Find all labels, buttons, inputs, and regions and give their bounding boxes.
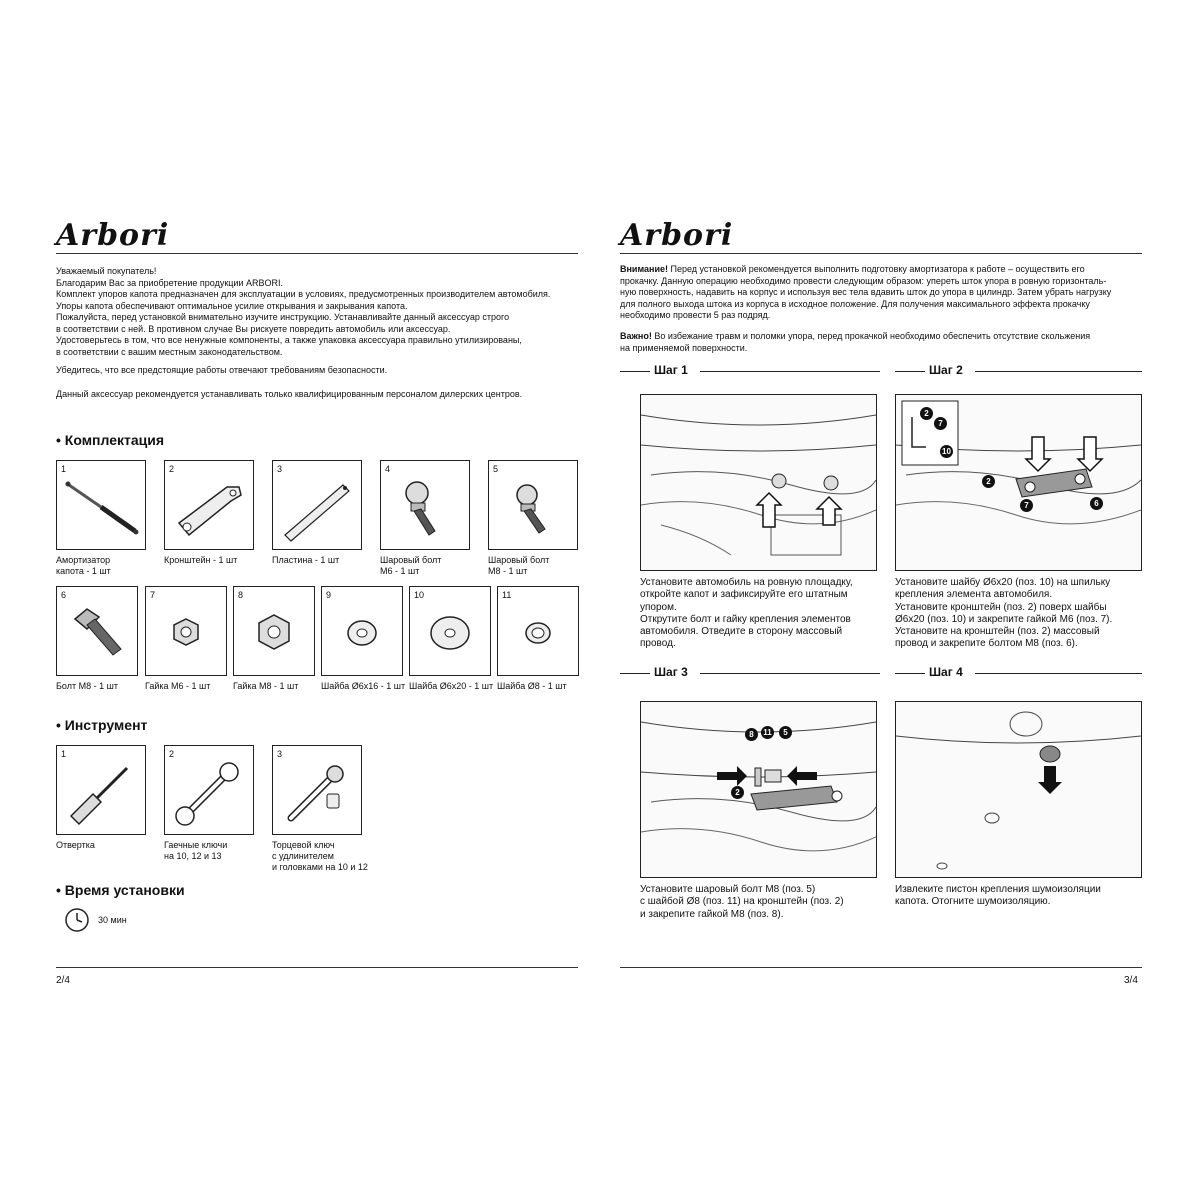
ball-bolt-m6-icon — [381, 461, 469, 549]
tool-caption: Торцевой ключ с удлинителем и головками на 10 и 12 — [272, 840, 368, 872]
kit-item-number: 10 — [414, 590, 425, 600]
washer-6x16-icon — [322, 587, 402, 675]
brand-logo: Arbori — [620, 218, 734, 253]
header-rule — [620, 253, 1142, 254]
page-number: 3/4 — [1124, 975, 1138, 986]
gas-strut-icon — [57, 461, 145, 549]
important-text: Важно! Во избежание травм и поломки упора, перед прокачкой необходимо обеспечить отсутствие скольжения на применяемой поверхности. — [620, 331, 1091, 353]
intro-line: в соответствии с вашим местным законодательством. — [56, 346, 283, 357]
tool-item-1 — [56, 745, 146, 835]
kit-item-3 — [272, 460, 362, 550]
kit-caption: Шаровый болт М8 - 1 шт — [488, 555, 550, 576]
kit-item-number: 5 — [493, 464, 499, 474]
tool-item-number: 1 — [61, 749, 67, 759]
dealer-note: Данный аксессуар рекомендуется устанавливать только квалифицированным персоналом дилерских центров. — [56, 389, 523, 399]
tool-item-3 — [272, 745, 362, 835]
position-badge: 10 — [940, 445, 953, 458]
engine-bay-drawing — [641, 395, 876, 570]
kit-caption: Шайба Ø6х16 - 1 шт — [321, 681, 406, 691]
step-3-title: Шаг 3 — [654, 665, 688, 679]
position-badge: 8 — [745, 728, 758, 741]
kit-item-8 — [233, 586, 315, 676]
kit-item-number: 6 — [61, 590, 67, 600]
position-badge: 7 — [1020, 499, 1033, 512]
intro-line: Пожалуйста, перед установкой внимательно изучите инструкцию. Устанавливайте данный аксессуар строго — [56, 312, 510, 322]
tool-caption: Отвертка — [56, 840, 95, 850]
kit-item-number: 2 — [169, 464, 175, 474]
kit-item-9 — [321, 586, 403, 676]
kit-item-2 — [164, 460, 254, 550]
step-1-illustration — [640, 394, 877, 571]
intro-line: Уважаемый покупатель! — [56, 266, 157, 276]
warning-text: Внимание! Перед установкой рекомендуется выполнить подготовку амортизатора к работе – осуществить его прокачку. Данную операцию необходимо провести следующим образом: упереть шток упора в ровную горизонталь- ную поверхность, надавить на корпус и используя вес тела вдавить шток до упора в цилиндр. Затем убрать нагрузку для полного выхода штока из корпуса в исходное положение. Для получения максимального эффекта прокачку необходимо провести 5 раз подряд. — [620, 264, 1112, 320]
step-4-title: Шаг 4 — [929, 665, 963, 679]
wrench-icon — [165, 746, 253, 834]
kit-item-4 — [380, 460, 470, 550]
tool-caption: Гаечные ключи на 10, 12 и 13 — [164, 840, 228, 861]
step-2-title: Шаг 2 — [929, 363, 963, 377]
intro-text — [56, 266, 586, 358]
kit-caption: Амортизатор капота - 1 шт — [56, 555, 111, 576]
kit-item-10 — [409, 586, 491, 676]
socket-wrench-icon — [273, 746, 361, 834]
kit-item-number: 4 — [385, 464, 391, 474]
step-3-illustration — [640, 701, 877, 878]
intro-line: Благодарим Вас за приобретение продукции ARBORI. — [56, 277, 283, 288]
footer-rule — [620, 967, 1142, 968]
intro-line: Комплект упоров капота предназначен для эксплуатации в условиях, предусмотренных производителем автомобиля. — [56, 289, 551, 299]
engine-bay-drawing — [641, 702, 876, 877]
kit-caption: Пластина - 1 шт — [272, 555, 340, 565]
kit-caption: Болт М8 - 1 шт — [56, 681, 118, 691]
kit-item-7 — [145, 586, 227, 676]
step-1-title: Шаг 1 — [654, 363, 688, 377]
washer-8-icon — [498, 587, 578, 675]
step-4-caption: Извлеките пистон крепления шумоизоляции капота. Отогните шумоизоляцию. — [895, 884, 1101, 908]
screwdriver-icon — [57, 746, 145, 834]
position-badge: 5 — [779, 726, 792, 739]
kit-caption: Шайба Ø6х20 - 1 шт — [409, 681, 494, 691]
header-rule — [56, 253, 578, 254]
kit-item-number: 8 — [238, 590, 244, 600]
kit-item-6 — [56, 586, 138, 676]
step-rule — [895, 371, 925, 372]
step-rule — [895, 673, 925, 674]
important-label: Важно! — [620, 331, 652, 341]
bolt-m8-icon — [57, 587, 137, 675]
step-3-caption: Установите шаровый болт М8 (поз. 5) с шайбой Ø8 (поз. 11) на кронштейн (поз. 2) и закрепите гайкой М8 (поз. 8). — [640, 884, 844, 920]
step-rule — [975, 673, 1142, 674]
step-4-illustration — [895, 701, 1142, 878]
kit-caption: Шаровый болт М6 - 1 шт — [380, 555, 442, 576]
plate-icon — [273, 461, 361, 549]
step-rule — [700, 371, 880, 372]
position-badge: 7 — [934, 417, 947, 430]
tool-item-number: 3 — [277, 749, 283, 759]
washer-6x20-icon — [410, 587, 490, 675]
time-title: • Время установки — [56, 882, 185, 898]
ball-bolt-m8-icon — [489, 461, 577, 549]
kit-item-number: 7 — [150, 590, 156, 600]
kit-item-11 — [497, 586, 579, 676]
tool-item-number: 2 — [169, 749, 175, 759]
kit-item-number: 11 — [502, 590, 512, 600]
right-page — [600, 0, 1200, 1200]
kit-caption: Кронштейн - 1 шт — [164, 555, 238, 565]
step-rule — [700, 673, 880, 674]
position-badge: 11 — [761, 726, 774, 739]
step-rule — [620, 673, 650, 674]
footer-rule — [56, 967, 578, 968]
kit-item-number: 3 — [277, 464, 283, 474]
brand-logo: Arbori — [56, 218, 170, 253]
clock-icon — [64, 907, 90, 933]
step-rule — [975, 371, 1142, 372]
warning-label: Внимание! — [620, 264, 668, 274]
tools-title: • Инструмент — [56, 717, 148, 733]
kit-caption: Шайба Ø8 - 1 шт — [497, 681, 567, 691]
nut-m6-icon — [146, 587, 226, 675]
hood-insulation-drawing — [896, 702, 1141, 877]
step-1-caption: Установите автомобиль на ровную площадку, откройте капот и зафиксируйте его штатным упором. Открутите болт и гайку крепления элементов автомобиля. Отведите в сторону массовый провод. — [640, 577, 853, 650]
intro-line: Удостоверьтесь в том, что все ненужные компоненты, а также упаковка аксессуара правильно утилизированы, — [56, 335, 522, 345]
page-number: 2/4 — [56, 975, 70, 986]
time-value: 30 мин — [98, 915, 127, 925]
nut-m8-icon — [234, 587, 314, 675]
kit-item-1 — [56, 460, 146, 550]
bracket-icon — [165, 461, 253, 549]
kit-item-number: 9 — [326, 590, 332, 600]
intro-line: в соответствии с ней. В противном случае Вы рискуете повредить автомобиль или аксессуар. — [56, 323, 451, 334]
kit-item-5 — [488, 460, 578, 550]
step-2-illustration — [895, 394, 1142, 571]
kit-title: • Комплектация — [56, 432, 165, 448]
position-badge: 2 — [982, 475, 995, 488]
safety-note: Убедитесь, что все предстоящие работы отвечают требованиям безопасности. — [56, 365, 388, 375]
step-2-caption: Установите шайбу Ø6х20 (поз. 10) на шпильку крепления элемента автомобиля. Установите кронштейн (поз. 2) поверх шайбы Ø6х20 (поз. 10) и закрепите гайкой М6 (поз. 7). Установите на кронштейн (поз. 2) массовый провод и закрепите болтом М8 (поз. 6). — [895, 577, 1113, 650]
tool-item-2 — [164, 745, 254, 835]
kit-item-number: 1 — [61, 464, 67, 474]
engine-bay-drawing — [896, 395, 1141, 570]
intro-line: Упоры капота обеспечивают оптимальное усилие открывания и закрывания капота. — [56, 300, 408, 311]
step-rule — [620, 371, 650, 372]
position-badge: 2 — [920, 407, 933, 420]
kit-caption: Гайка М8 - 1 шт — [233, 681, 299, 691]
kit-caption: Гайка М6 - 1 шт — [145, 681, 211, 691]
position-badge: 6 — [1090, 497, 1103, 510]
position-badge: 2 — [731, 786, 744, 799]
